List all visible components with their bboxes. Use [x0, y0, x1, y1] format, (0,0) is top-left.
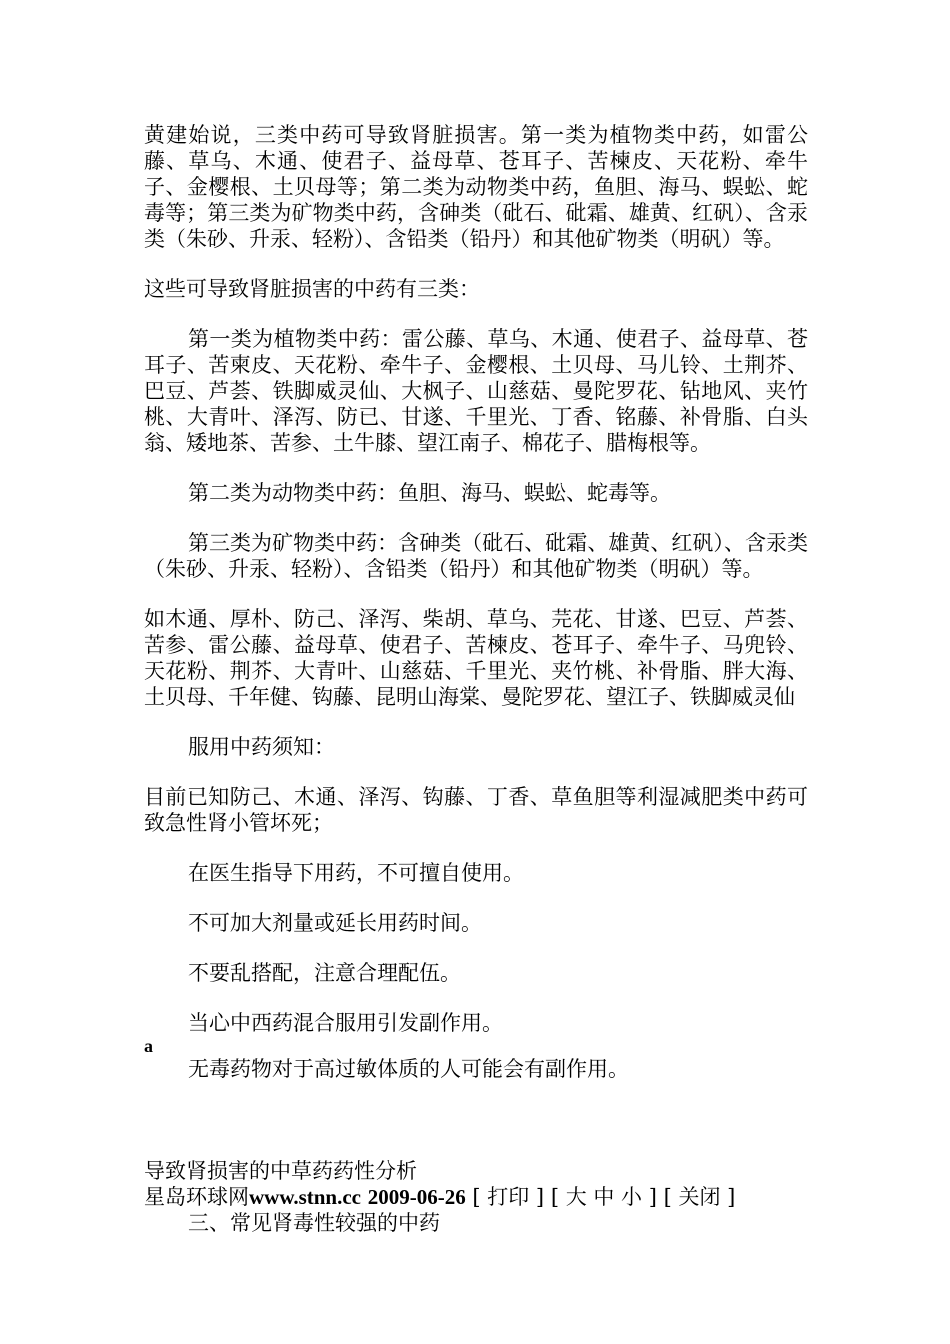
source-site: www.stnn.cc	[249, 1185, 362, 1209]
tip-mixing-medicines: 当心中西药混合服用引发副作用。	[188, 1011, 503, 1035]
article-title: 导致肾损害的中草药药性分析	[144, 1159, 417, 1183]
herb-list-paragraph: 如木通、厚朴、防己、泽泻、柴胡、草乌、芫花、甘遂、巴豆、芦荟、苦参、雷公藤、益母草、使君子、苦楝皮、苍耳子、牵牛子、马兜铃、天花粉、荆芥、大青叶、山慈菇、千里光、夹竹桃、补骨脂、胖大海、土贝母、千年健、钩藤、昆明山海棠、曼陀罗花、望江子、铁脚威灵仙	[144, 607, 808, 709]
intro-paragraph: 黄建始说，三类中药可导致肾脏损害。第一类为植物类中药，如雷公藤、草乌、木通、使君子、益母草、苍耳子、苦楝皮、天花粉、牵牛子、金樱根、土贝母等；第二类为动物类中药，鱼胆、海马、蜈蚣、蛇毒等；第三类为矿物类中药，含砷类（砒石、砒霜、雄黄、红矾）、含汞类（朱砂、升汞、轻粉）、含铅类（铅丹）和其他矿物类（明矾）等。	[144, 123, 808, 251]
tip-allergy: 无毒药物对于高过敏体质的人可能会有副作用。	[188, 1057, 629, 1081]
tip-combination: 不要乱搭配，注意合理配伍。	[188, 961, 461, 985]
source-name: 星岛环球网	[144, 1185, 249, 1209]
tip-dosage: 不可加大剂量或延长用药时间。	[188, 911, 482, 935]
stray-character: a	[144, 1036, 153, 1056]
notice-heading: 服用中药须知：	[188, 735, 335, 759]
animal-category-paragraph: 第二类为动物类中药：鱼胆、海马、蜈蚣、蛇毒等。	[188, 481, 671, 505]
font-size-links[interactable]: [ 大 中 小 ]	[550, 1185, 657, 1209]
section-heading: 三、常见肾毒性较强的中药	[188, 1211, 440, 1235]
article-source-line	[144, 1184, 808, 1210]
plant-category-paragraph: 第一类为植物类中药：雷公藤、草乌、木通、使君子、益母草、苍耳子、苦柬皮、天花粉、牵牛子、金樱根、土贝母、马儿铃、土荆芥、巴豆、芦荟、铁脚威灵仙、大枫子、山慈菇、曼陀罗花、钻地风、夹竹桃、大青叶、泽泻、防已、甘遂、千里光、丁香、铭藤、补骨脂、白头翁、矮地茶、苦参、土牛膝、望江南子、棉花子、腊梅根等。	[144, 327, 808, 455]
mineral-category-paragraph: 第三类为矿物类中药：含砷类（砒石、砒霜、雄黄、红矾）、含汞类（朱砂、升汞、轻粉）、含铅类（铅丹）和其他矿物类（明矾）等。	[144, 531, 808, 581]
document-page	[144, 122, 808, 1236]
spacer	[144, 1106, 808, 1158]
close-link[interactable]: [ 关闭 ]	[663, 1185, 736, 1209]
tip-doctor-guidance: 在医生指导下用药，不可擅自使用。	[188, 861, 524, 885]
print-link[interactable]: [ 打印 ]	[472, 1185, 545, 1209]
source-date: 2009-06-26	[367, 1185, 466, 1209]
known-toxicity-paragraph: 目前已知防己、木通、泽泻、钩藤、丁香、草鱼胆等利湿减肥类中药可致急性肾小管坏死；	[144, 785, 808, 835]
categories-heading: 这些可导致肾脏损害的中药有三类：	[144, 277, 480, 301]
